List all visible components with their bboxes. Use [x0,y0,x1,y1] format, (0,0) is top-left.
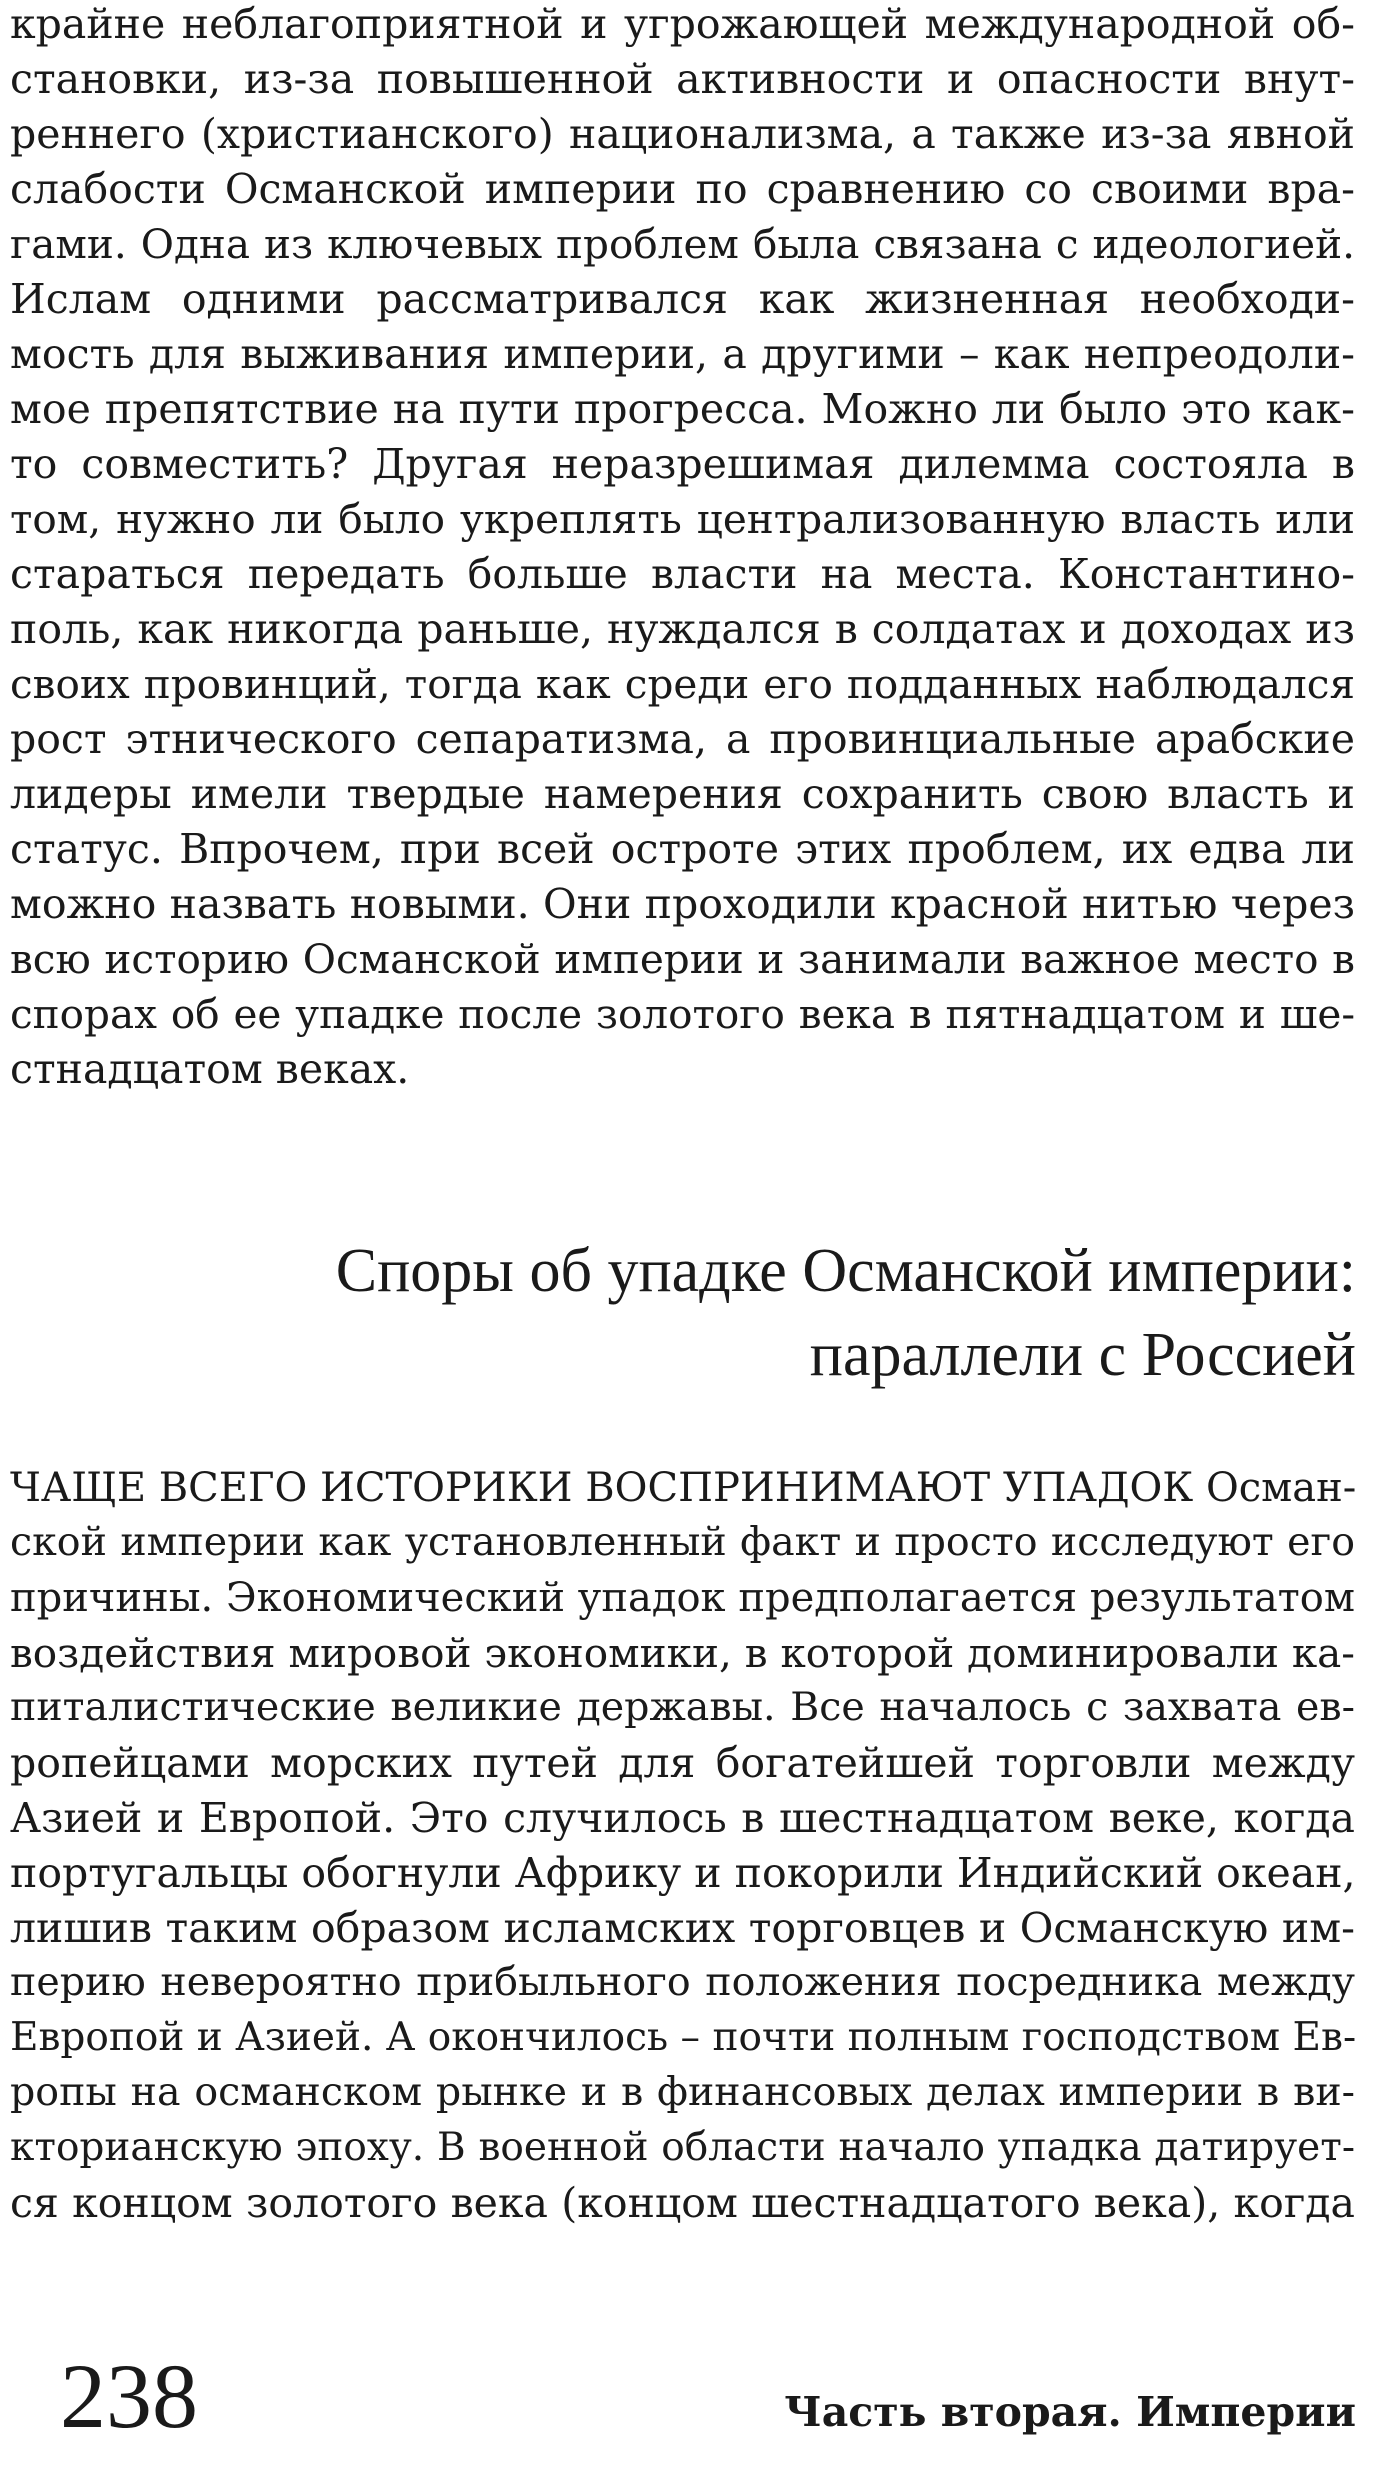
text-line: рост этнического сепаратизма, а провинциальные арабские [10,715,1355,763]
section-heading-line: Споры об упадке Османской империи: [335,1237,1356,1305]
text-line: поль, как никогда раньше, нуждался в солдатах и доходах из [10,605,1355,653]
text-line: ской империи как установленный факт и просто исследуют его [10,1519,1355,1565]
text-line: причины. Экономический упадок предполагается результатом [10,1575,1355,1621]
text-line: реннего (христианского) национализма, а также из-за явной [10,110,1355,158]
running-title: Часть вторая. Империи [784,2388,1356,2436]
text-line: крайне неблагоприятной и угрожающей международной об- [10,0,1355,48]
text-line: можно назвать новыми. Они проходили красной нитью через [10,880,1355,928]
text-line: ропейцами морских путей для богатейшей торговли между [10,1739,1355,1787]
text-line: лидеры имели твердые намерения сохранить свою власть и [10,770,1355,818]
text-line: то совместить? Другая неразрешимая дилемма состояла в [10,440,1355,488]
text-line: питалистические великие державы. Все началось с захвата ев- [10,1684,1355,1730]
text-line: стнадцатом веках. [10,1045,410,1093]
text-line: всю историю Османской империи и занимали важное место в [10,935,1355,983]
text-line: мое препятствие на пути прогресса. Можно ли было это как- [10,385,1355,433]
section-heading-line: параллели с Россией [809,1321,1356,1389]
text-line: Европой и Азией. А окончилось – почти полным господством Ев- [10,2015,1357,2060]
text-line: ропы на османском рынке и в финансовых делах империи в ви- [10,2069,1355,2115]
text-line: спорах об ее упадке после золотого века в пятнадцатом и ше- [10,990,1355,1038]
text-line: Азией и Европой. Это случилось в шестнадцатом веке, когда [10,1794,1355,1842]
page-number: 238 [60,2345,198,2447]
text-line: гами. Одна из ключевых проблем была связана с идеологией. [10,220,1355,268]
text-line: перию невероятно прибыльного положения посредника между [10,1959,1355,2005]
text-line: ся концом золотого века (концом шестнадцатого века), когда [10,2179,1355,2227]
text-line: кторианскую эпоху. В военной области начало упадка датирует- [10,2125,1355,2170]
text-line: воздействия мировой экономики, в которой доминировали ка- [10,1629,1355,1677]
text-line: ЧАЩЕ ВСЕГО ИСТОРИКИ ВОСПРИНИМАЮТ УПАДОК Осман- [10,1465,1357,1511]
text-line: мость для выживания империи, а другими – как непреодоли- [10,330,1355,378]
text-line: том, нужно ли было укреплять централизованную власть или [10,495,1355,543]
text-line: своих провинций, тогда как среди его подданных наблюдался [10,660,1355,708]
text-line: Ислам одними рассматривался как жизненная необходи- [10,275,1355,323]
text-line: становки, из-за повышенной активности и опасности внут- [10,55,1355,103]
text-line: стараться передать больше власти на места. Константино- [10,550,1355,598]
text-line: слабости Османской империи по сравнению со своими вра- [10,165,1355,213]
text-line: статус. Впрочем, при всей остроте этих проблем, их едва ли [10,825,1355,873]
text-line: лишив таким образом исламских торговцев и Османскую им- [10,1904,1355,1952]
text-line: португальцы обогнули Африку и покорили Индийский океан, [10,1849,1356,1897]
